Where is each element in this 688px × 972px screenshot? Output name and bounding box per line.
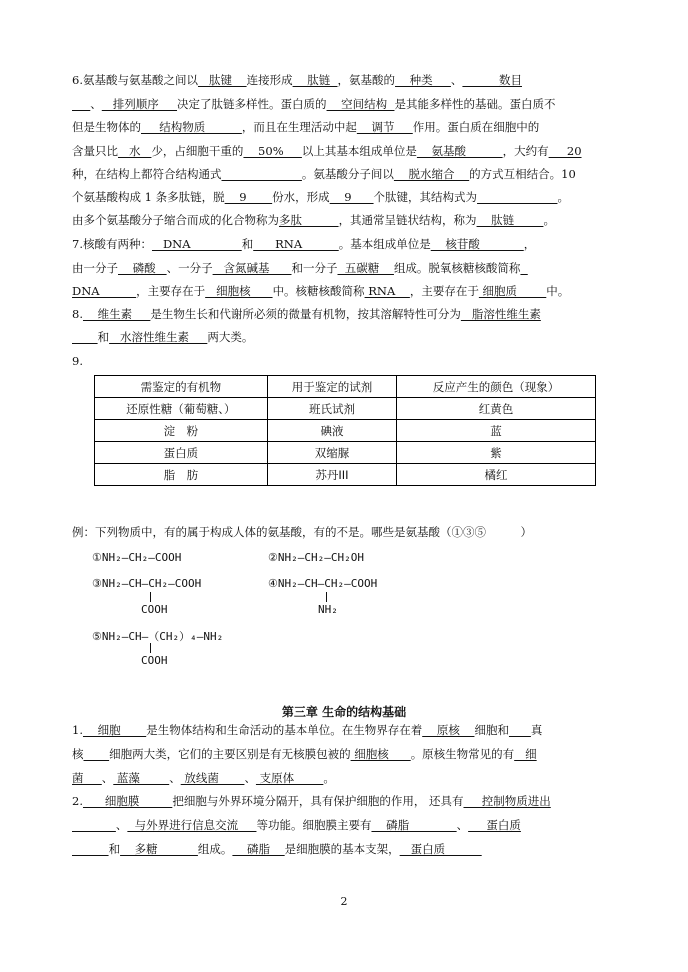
text-line: 个氨基酸构成 1 条多肽链，脱 9 份水，形成 9 个肽键，其结构式为 。 <box>72 190 569 204</box>
text-line: DNA ，主要存在于 细胞核 中。核糖核酸简称 RNA ，主要存在于 细胞质 中。 <box>72 284 570 298</box>
formula-3-branch: COOH <box>141 603 168 616</box>
formula-2: ②NH₂—CH₂—CH₂OH <box>268 551 364 564</box>
formula-5: ⑤NH₂—CH—（CH₂）₄—NH₂ <box>92 630 224 643</box>
table-cell: 脂 肪 <box>95 464 268 486</box>
text-line: 种，在结构上都符合结构通式 。氨基酸分子间以 脱水缩合 的方式互相结合。10 <box>72 167 576 181</box>
formula-4: ④NH₂—CH—CH₂—COOH <box>268 577 378 590</box>
text-line-2: 2. 细胞膜 把细胞与外界环境分隔开，具有保护细胞的作用， 还具有 控制物质进出 <box>72 794 551 808</box>
bond-line <box>326 592 327 602</box>
table-cell: 蓝 <box>397 420 596 442</box>
formula-1: ①NH₂—CH₂—COOH <box>92 551 182 564</box>
table-cell: 红黄色 <box>397 398 596 420</box>
text-line: 7.核酸有两种： DNA 和 RNA 。基本组成单位是 核苷酸 ， <box>72 237 536 251</box>
text-line: 、 排列顺序 决定了肽链多样性。蛋白质的 空间结构 是其能多样性的基础。蛋白质不 <box>90 97 556 111</box>
reagent-table <box>94 375 596 486</box>
bond-line <box>150 643 151 653</box>
table-cell: 橘红 <box>397 464 596 486</box>
table-header: 用于鉴定的试剂 <box>267 376 396 398</box>
text-line: 由一分子 磷酸 、一分子 含氮碱基 和一分子 五碳糖 组成。脱氧核糖核酸简称 <box>72 261 521 275</box>
text-line-2: 菌 、 蓝藻 、 放线菌 、 支原体 。 <box>72 771 335 785</box>
text-line: 含量只比 水 少，占细胞干重的 50% 以上其基本组成单位是 氨基酸 ，大约有 20 <box>72 144 582 158</box>
example-question: 例：下列物质中，有的属于构成人体的氨基酸，有的不是。哪些是氨基酸（①③⑤ ） <box>72 525 532 539</box>
table-cell: 碘液 <box>267 420 396 442</box>
table-header: 反应产生的颜色（现象） <box>397 376 596 398</box>
text-line-2: 1. 细胞 是生物体结构和生命活动的基本单位。在生物界存在着 原核 细胞和 真 <box>72 723 543 737</box>
table-cell: 班氏试剂 <box>267 398 396 420</box>
text-line: 和 水溶性维生素 两大类。 <box>97 330 254 344</box>
text-line: 但是生物体的 结构物质 ，而且在生理活动中起 调节 作用。蛋白质在细胞中的 <box>72 120 540 134</box>
text-line: 6.氨基酸与氨基酸之间以 肽键 连接形成 肽链 ，氨基酸的 种类 、 数目 <box>72 73 522 87</box>
page-number: 2 <box>340 895 348 908</box>
text-line-2: 核 细胞两大类，它们的主要区别是有无核膜包被的 细胞核 。原核生物常见的有 细 <box>72 747 537 761</box>
text-line-2: 和 多糖 组成。 磷脂 是细胞膜的基本支架， 蛋白质 <box>108 842 482 856</box>
formula-3: ③NH₂—CH—CH₂—COOH <box>92 577 202 590</box>
table-header-row <box>95 376 596 398</box>
formula-4-branch: NH₂ <box>318 603 338 616</box>
table-cell: 紫 <box>397 442 596 464</box>
text-line-2: 、 与外界进行信息交流 等功能。细胞膜主要有 磷脂 、 蛋白质 <box>115 818 521 832</box>
table-row <box>95 420 596 442</box>
table-header: 需鉴定的有机物 <box>95 376 268 398</box>
table-cell: 还原性糖（葡萄糖、） <box>95 398 268 420</box>
table-cell: 淀 粉 <box>95 420 268 442</box>
formula-5-branch: COOH <box>141 654 168 667</box>
table-row <box>95 464 596 486</box>
table-cell: 蛋白质 <box>95 442 268 464</box>
text-line: 8. 维生素 是生物生长和代谢所必须的微量有机物，按其溶解特性可分为 脂溶性维生素 <box>72 307 541 321</box>
bond-line <box>150 592 151 602</box>
table-row <box>95 398 596 420</box>
chapter-title: 第三章 生命的结构基础 <box>281 705 407 719</box>
table-row <box>95 442 596 464</box>
text-line: 由多个氨基酸分子缩合而成的化合物称为多肽 ，其通常呈链状结构，称为 肽链 。 <box>72 213 555 227</box>
table-cell: 苏丹III <box>267 464 396 486</box>
table-cell: 双缩脲 <box>267 442 396 464</box>
text-line: 9. <box>72 354 83 368</box>
